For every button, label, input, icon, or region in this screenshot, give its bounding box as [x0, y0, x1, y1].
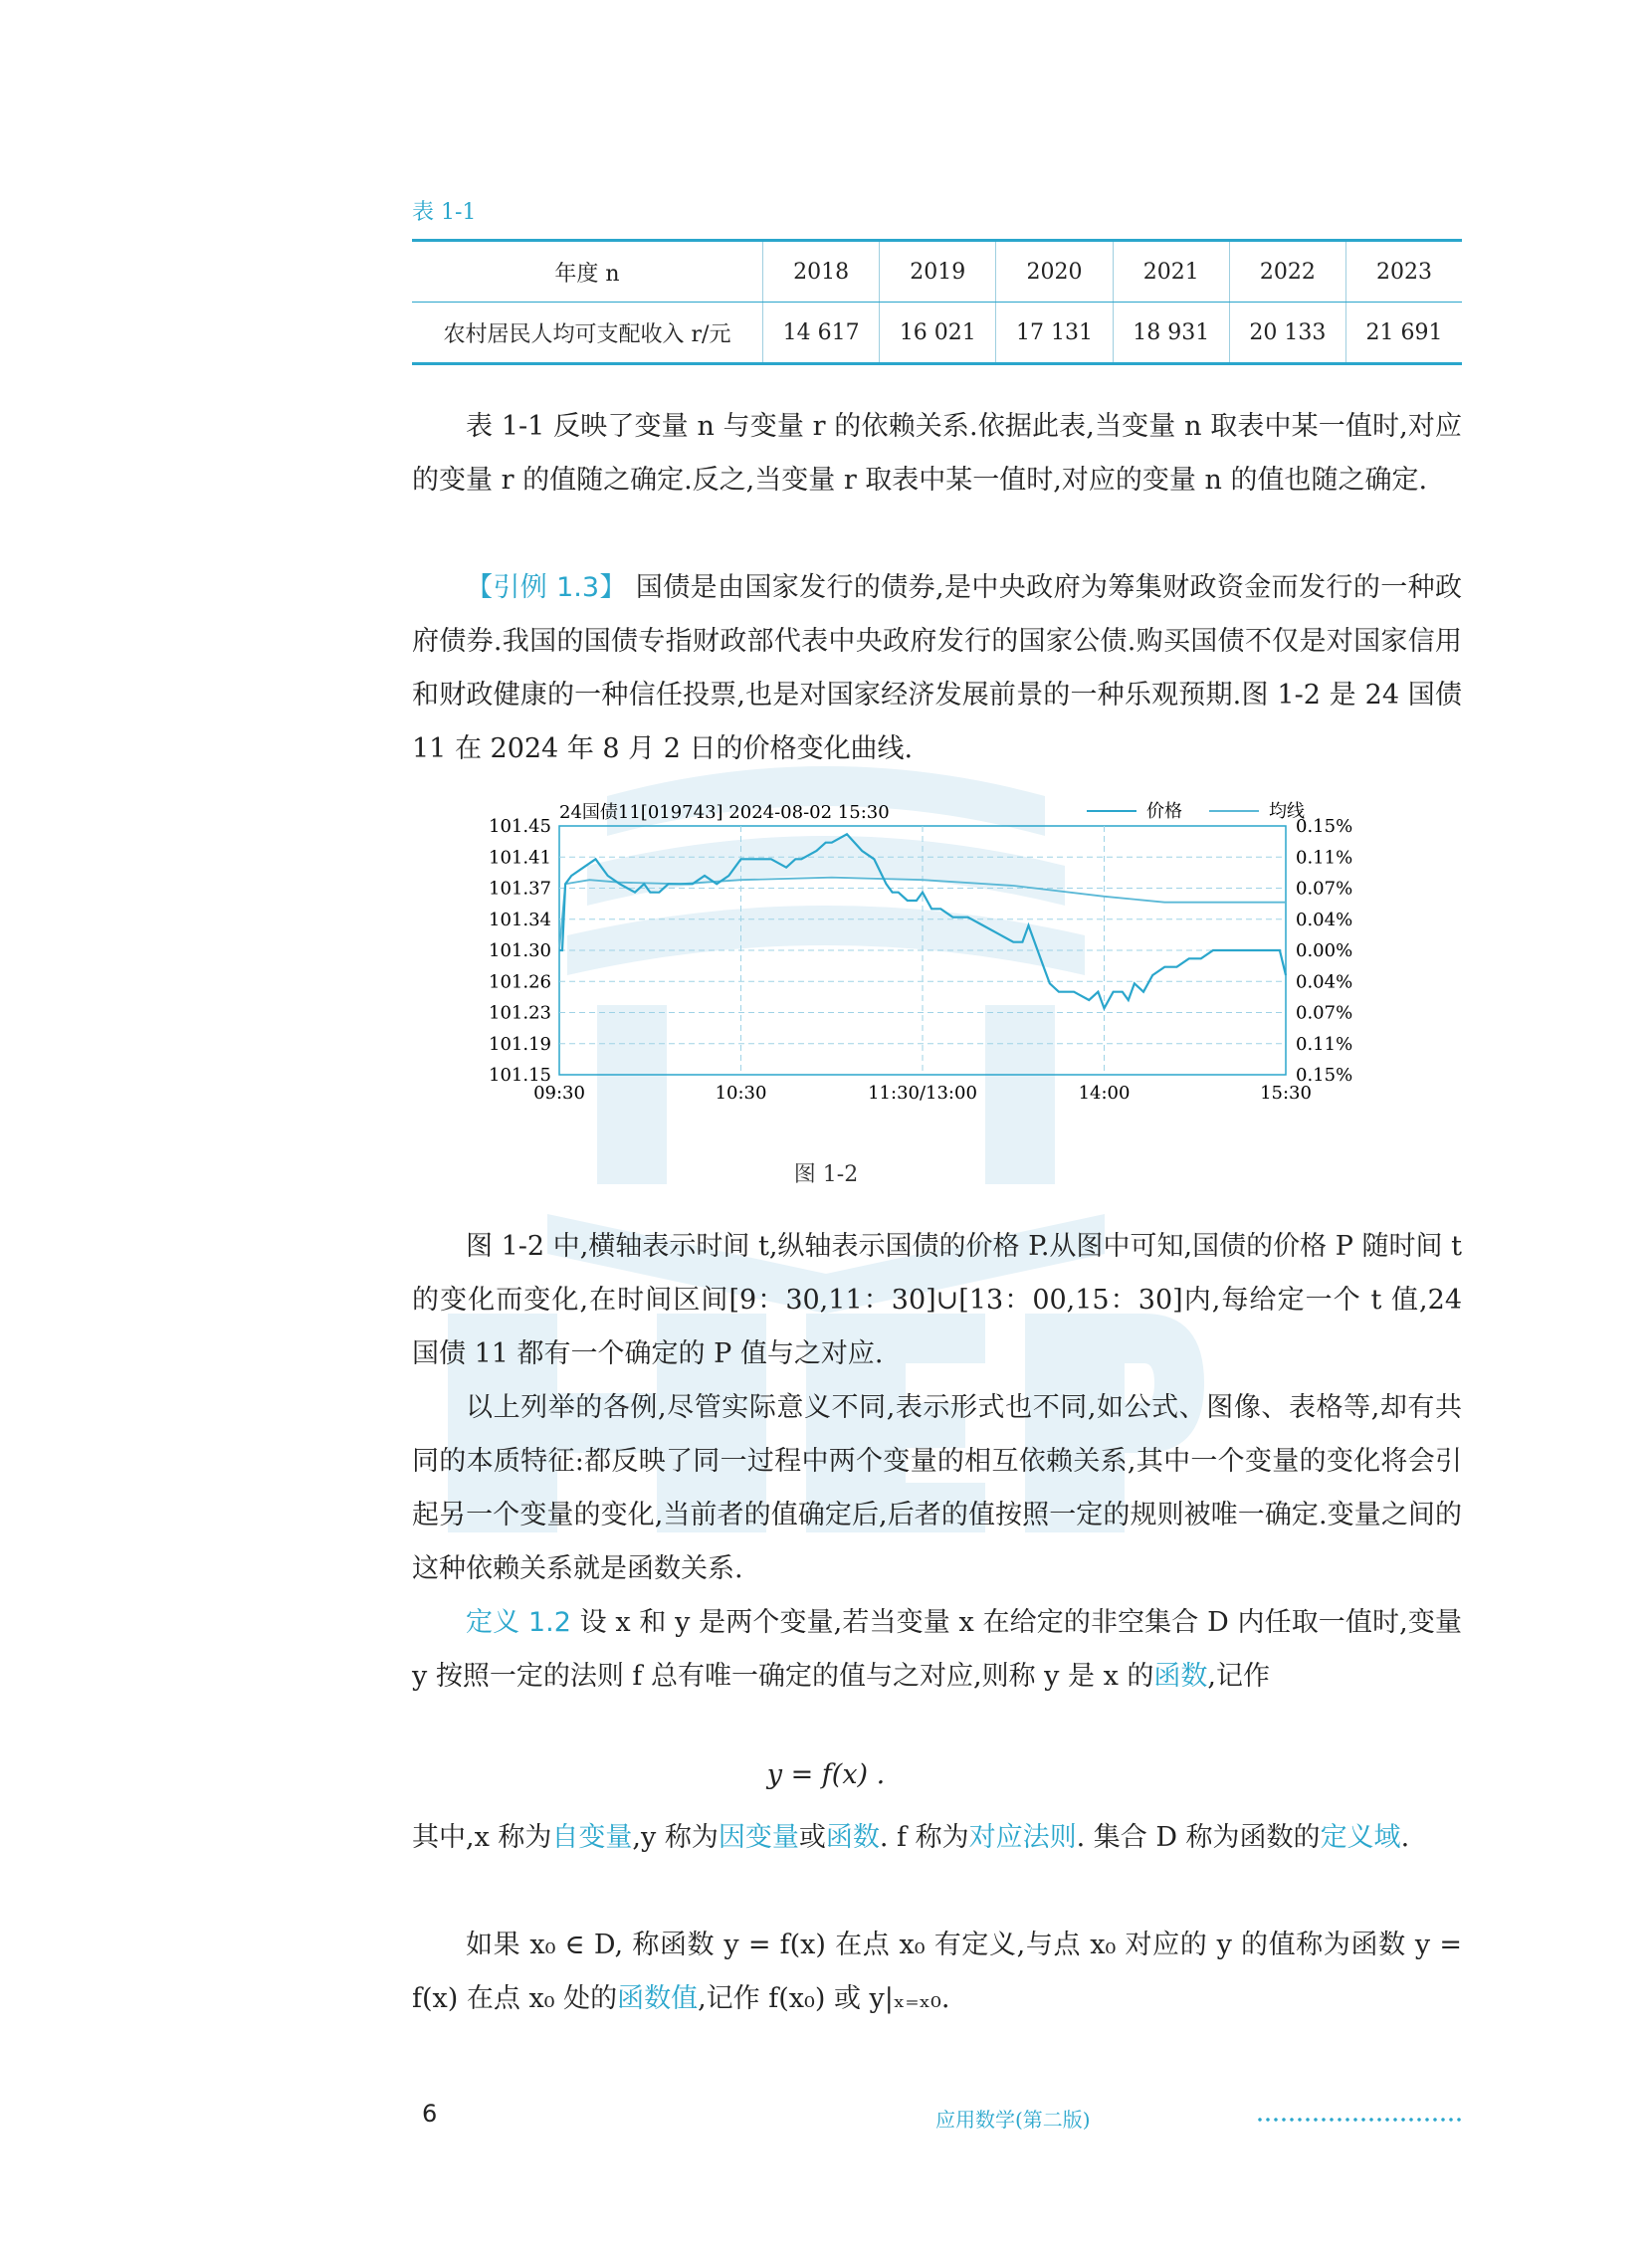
- page-number: 6: [422, 2100, 438, 2128]
- definition-label: 定义 1.2: [466, 1607, 571, 1638]
- table-cell: 20 133: [1229, 303, 1345, 364]
- text-span: 或: [798, 1822, 826, 1853]
- table-cell: 21 691: [1346, 303, 1462, 364]
- x-tick-label: 10:30: [715, 1083, 767, 1104]
- text-span: .: [1400, 1822, 1410, 1853]
- keyword-function-value: 函数值: [617, 1983, 699, 2014]
- grid-lines: [559, 826, 1286, 1075]
- keyword-function: 函数: [825, 1822, 880, 1853]
- text-span: 其中,x 称为: [412, 1822, 552, 1853]
- y-tick-label-right: 0.07%: [1296, 878, 1353, 900]
- x-tick-label: 11:30/13:00: [868, 1083, 977, 1104]
- paragraph-function-value: [412, 1919, 1462, 2026]
- example-label: 【引例 1.3】: [466, 572, 627, 603]
- paragraph-example: [412, 561, 1462, 776]
- text-span: . 集合 D 称为函数的: [1076, 1822, 1321, 1853]
- keyword-correspondence-rule: 对应法则: [968, 1822, 1077, 1853]
- legend-price: 价格: [1146, 801, 1182, 822]
- text-span: ,y 称为: [632, 1822, 719, 1853]
- y-tick-label-right: 0.11%: [1296, 847, 1353, 869]
- y-tick-label-left: 101.23: [489, 1002, 551, 1024]
- x-tick-label: 14:00: [1078, 1083, 1131, 1104]
- definition-text-a: 设 x 和 y 是两个变量,若当变量 x 在给定的非空集合 D 内任取一值时,变量 y 按照一定的法则 f 总有唯一确定的值与之对应,则称 y 是 x 的: [412, 1607, 1462, 1692]
- paragraph-chart-explanation: 图 1-2 中,横轴表示时间 t,纵轴表示国债的价格 P.从图中可知,国债的价格 P 随时间 t 的变化而变化,在时间区间[9：30,11：30]∪[13：00,15：30]内,每给定一个 t 值,24 国债 11 都有一个确定的 P 值与之对应.: [412, 1231, 1462, 1369]
- x-tick-label: 09:30: [533, 1083, 585, 1104]
- keyword-independent-variable: 自变量: [551, 1822, 633, 1853]
- bond-price-chart: [468, 786, 1363, 1129]
- y-axis-right-ticks: [1296, 816, 1352, 1086]
- y-tick-label-right: 0.04%: [1296, 909, 1353, 930]
- function-formula: y = f(x) .: [766, 1759, 886, 1790]
- example-text: 国债是由国家发行的债券,是中央政府为筹集财政资金而发行的一种政府债券.我国的国债专指财政部代表中央政府发行的国家公债.购买国债不仅是对国家信用和财政健康的一种信任投票,也是对国家经济发展前景的一种乐观预期.图 1-2 是 24 国债 11 在 2024 年 8 月 2 日的价格变化曲线.: [412, 572, 1462, 764]
- keyword-function: 函数: [1153, 1661, 1208, 1692]
- book-title: 应用数学(第二版): [935, 2108, 1091, 2132]
- table-cell: 2023: [1346, 241, 1462, 303]
- table-cell: 2022: [1229, 241, 1345, 303]
- table-cell: 14 617: [763, 303, 880, 364]
- y-tick-label-right: 0.15%: [1296, 1065, 1353, 1086]
- y-tick-label-right: 0.00%: [1296, 940, 1353, 961]
- table-cell: 2020: [996, 241, 1113, 303]
- table-header-row: [412, 241, 1462, 303]
- y-tick-label-left: 101.34: [489, 909, 551, 930]
- table-cell: 年度 n: [412, 241, 763, 303]
- paragraph-table-explanation: 表 1-1 反映了变量 n 与变量 r 的依赖关系.依据此表,当变量 n 取表中某一值时,对应的变量 r 的值随之确定.反之,当变量 r 取表中某一值时,对应的变量 n 的值也随之确定.: [412, 411, 1462, 496]
- table-row: [412, 303, 1462, 364]
- legend-average: 均线: [1269, 801, 1305, 822]
- table-cell: 2018: [763, 241, 880, 303]
- y-tick-label-left: 101.45: [489, 816, 551, 837]
- y-tick-label-left: 101.26: [489, 971, 551, 993]
- y-tick-label-right: 0.07%: [1296, 1002, 1353, 1024]
- keyword-domain: 定义域: [1320, 1822, 1401, 1853]
- y-tick-label-left: 101.30: [489, 940, 551, 961]
- y-tick-label-left: 101.15: [489, 1065, 551, 1086]
- figure-caption: 图 1-2: [793, 1162, 859, 1187]
- table-cell: 18 931: [1113, 303, 1229, 364]
- table-cell: 农村居民人均可支配收入 r/元: [412, 303, 763, 364]
- chart-title: 24国债11[019743] 2024-08-02 15:30: [559, 802, 890, 823]
- text-span: ,记作 f(x₀) 或 y|ₓ₌ₓ₀.: [698, 1983, 950, 2014]
- y-tick-label-right: 0.15%: [1296, 816, 1353, 837]
- paragraph-summary: 以上列举的各例,尽管实际意义不同,表示形式也不同,如公式、图像、表格等,却有共同的本质特征:都反映了同一过程中两个变量的相互依赖关系,其中一个变量的变化将会引起另一个变量的变化,当前者的值确定后,后者的值按照一定的规则被唯一确定.变量之间的这种依赖关系就是函数关系.: [412, 1392, 1462, 1584]
- table-caption: 表 1-1: [412, 200, 477, 225]
- y-axis-left-ticks: [489, 816, 551, 1086]
- y-tick-label-left: 101.41: [489, 847, 551, 869]
- keyword-dependent-variable: 因变量: [718, 1822, 799, 1853]
- footer-dotted-rule: [1256, 2118, 1461, 2122]
- table-cell: 17 131: [996, 303, 1113, 364]
- y-tick-label-right: 0.11%: [1296, 1033, 1353, 1055]
- income-table: [412, 239, 1462, 365]
- text-span: . f 称为: [879, 1822, 969, 1853]
- table-cell: 2021: [1113, 241, 1229, 303]
- table-cell: 16 021: [880, 303, 996, 364]
- x-tick-label: 15:30: [1260, 1083, 1312, 1104]
- y-tick-label-right: 0.04%: [1296, 971, 1353, 993]
- y-tick-label-left: 101.19: [489, 1033, 551, 1055]
- y-tick-label-left: 101.37: [489, 878, 551, 900]
- paragraph-definition: [412, 1596, 1462, 1704]
- paragraph-terms: [412, 1811, 1462, 1865]
- x-axis-ticks: [533, 1083, 1312, 1104]
- definition-text-b: ,记作: [1207, 1661, 1270, 1692]
- table-cell: 2019: [880, 241, 996, 303]
- text-span: 如果 x₀ ∈ D, 称函数 y = f(x) 在点 x₀ 有定义,与点 x₀ 对应的 y 的值称为函数 y = f(x) 在点 x₀ 处的: [412, 1930, 1462, 2014]
